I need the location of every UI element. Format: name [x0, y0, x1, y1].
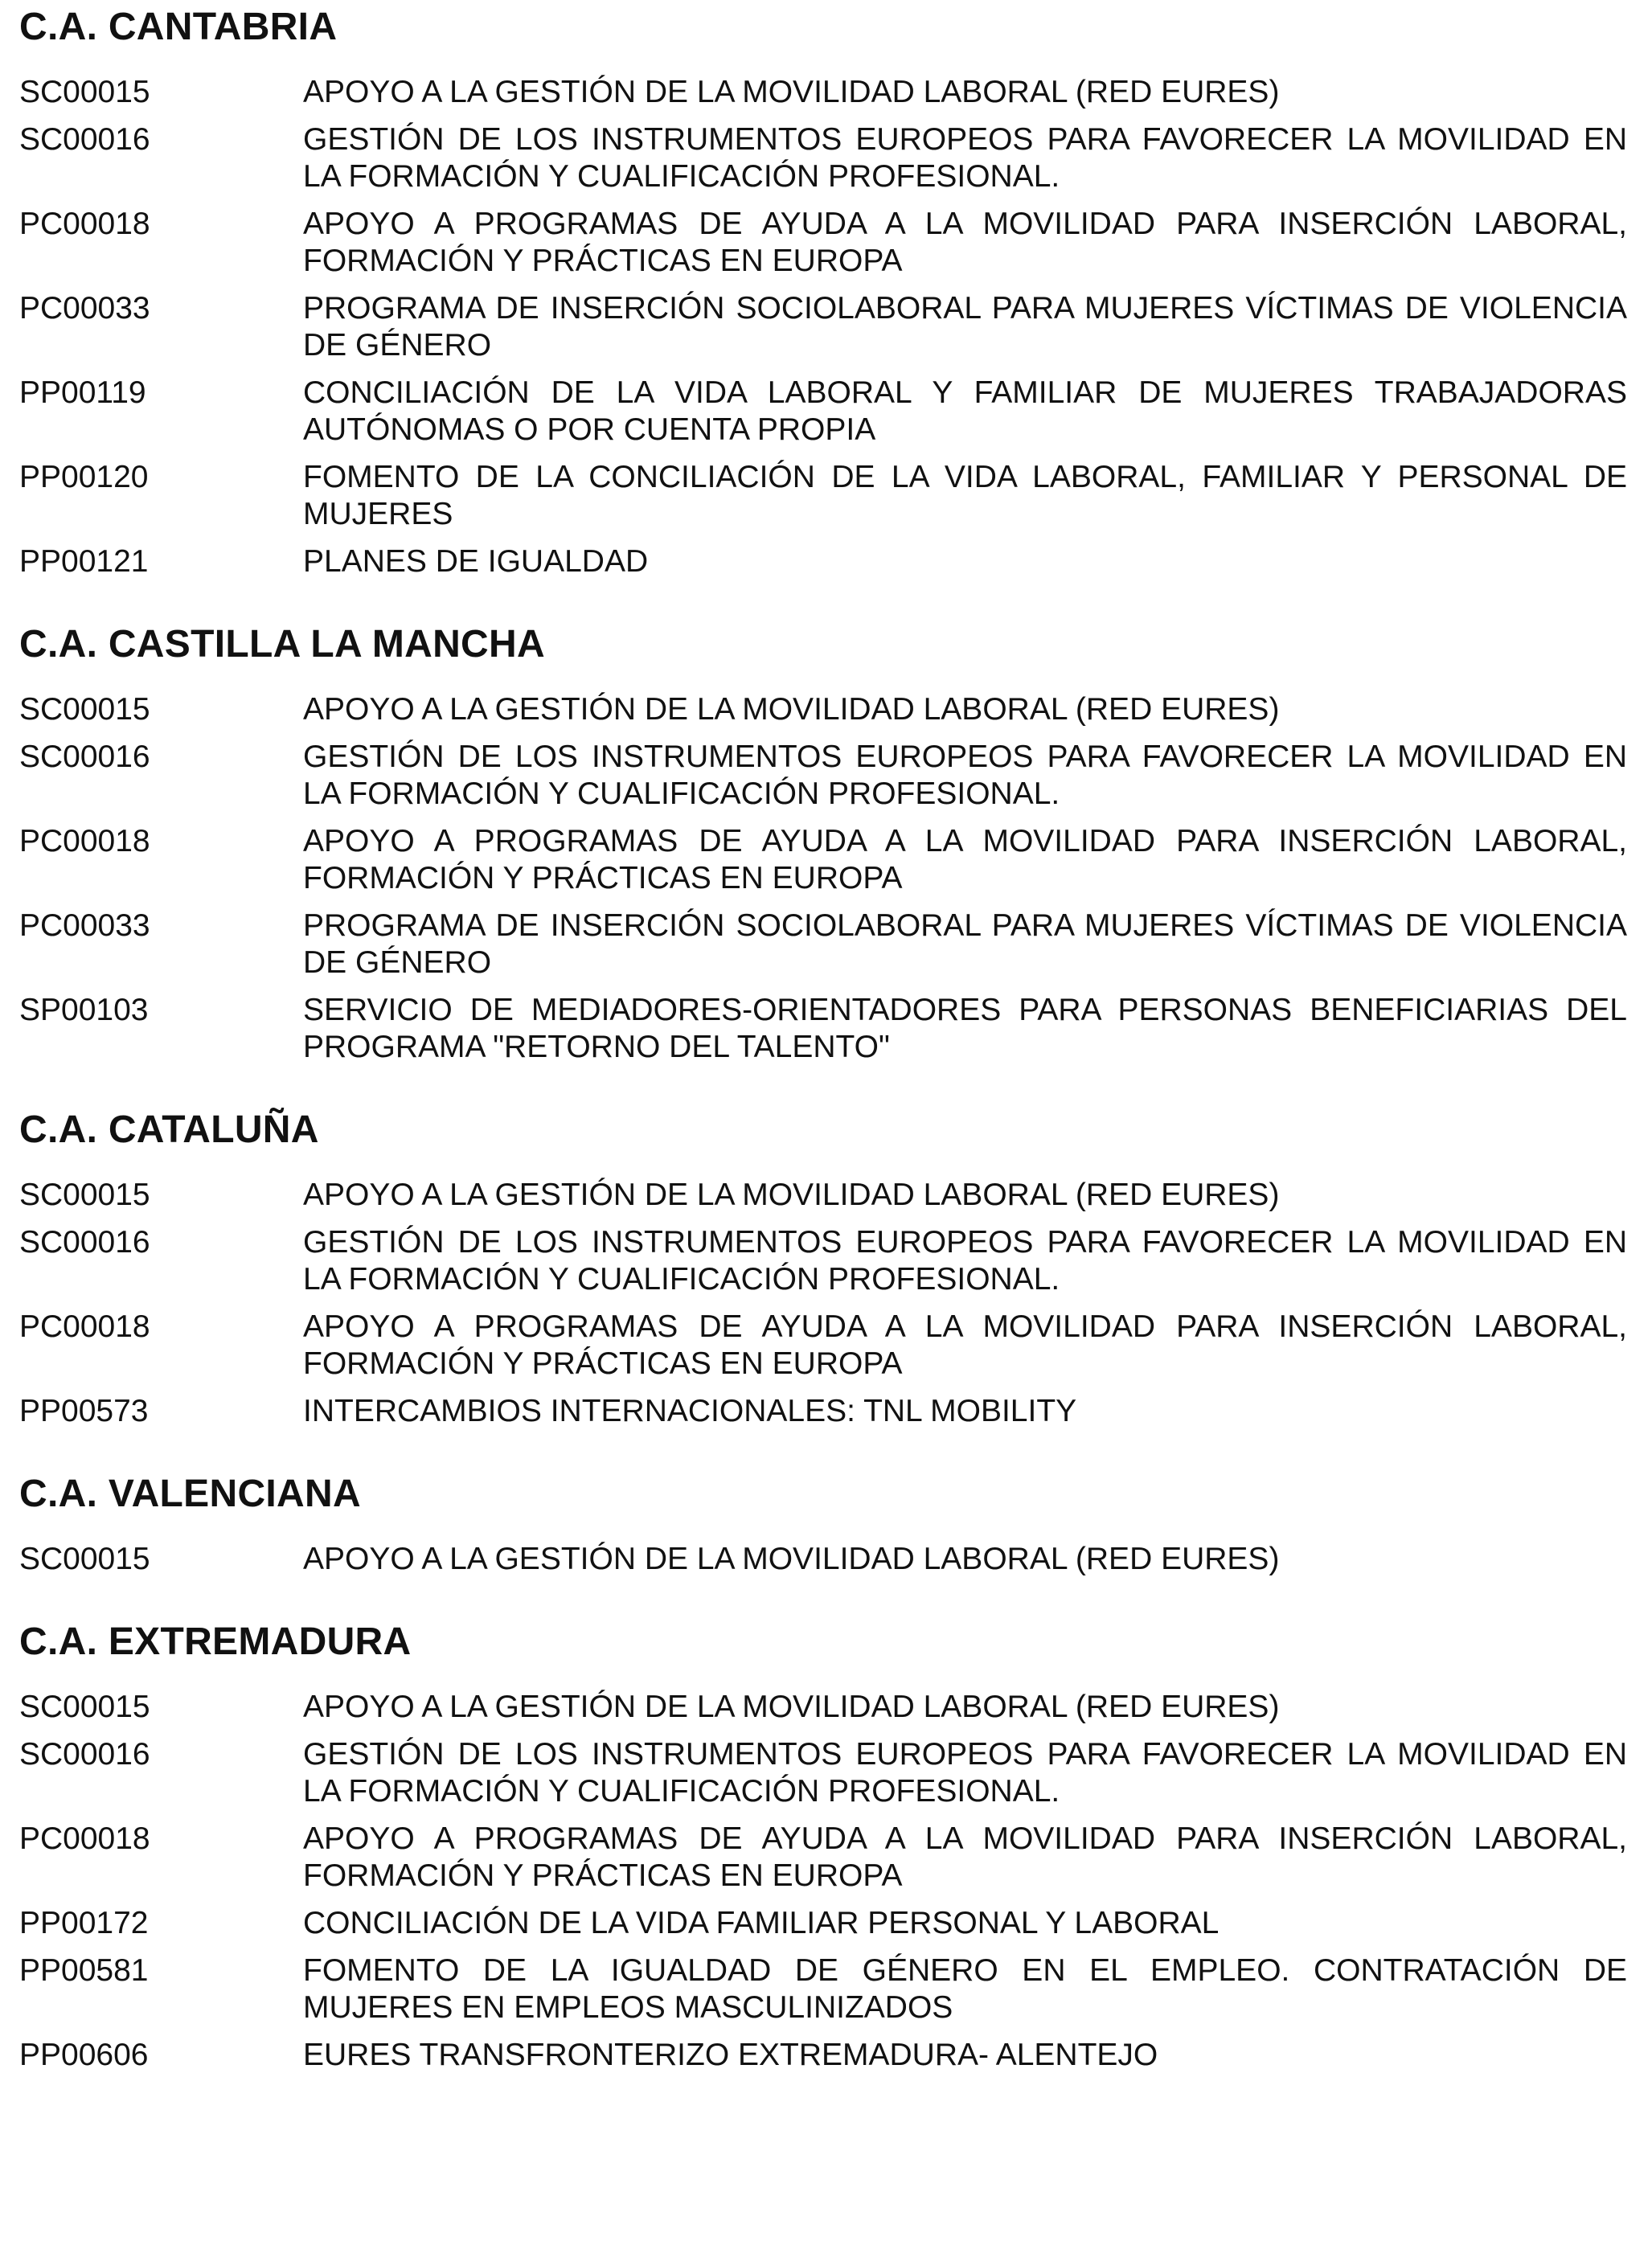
- program-description: PROGRAMA DE INSERCIÓN SOCIOLABORAL PARA MUJERES VÍCTIMAS DE VIOLENCIA DE GÉNERO: [303, 291, 1627, 363]
- program-code: SC00015: [19, 692, 150, 727]
- program-code: PP00119: [19, 375, 146, 410]
- program-description: APOYO A PROGRAMAS DE AYUDA A LA MOVILIDAD PARA INSERCIÓN LABORAL, FORMACIÓN Y PRÁCTICAS EN EUROPA: [303, 824, 1627, 895]
- program-code: SP00103: [19, 993, 149, 1027]
- program-description: APOYO A LA GESTIÓN DE LA MOVILIDAD LABORAL (RED EURES): [303, 1178, 1280, 1212]
- program-row: [19, 121, 1627, 195]
- program-list: [19, 1689, 1627, 2074]
- program-list: [19, 74, 1627, 580]
- program-description: PROGRAMA DE INSERCIÓN SOCIOLABORAL PARA MUJERES VÍCTIMAS DE VIOLENCIA DE GÉNERO: [303, 908, 1627, 980]
- program-code: SC00015: [19, 1690, 150, 1724]
- program-description: GESTIÓN DE LOS INSTRUMENTOS EUROPEOS PARA FAVORECER LA MOVILIDAD EN LA FORMACIÓN Y CUALIFICACIÓN PROFESIONAL.: [303, 122, 1627, 194]
- program-description: GESTIÓN DE LOS INSTRUMENTOS EUROPEOS PARA FAVORECER LA MOVILIDAD EN LA FORMACIÓN Y CUALIFICACIÓN PROFESIONAL.: [303, 1225, 1627, 1297]
- program-row: [19, 907, 1627, 981]
- program-row: [19, 992, 1627, 1066]
- program-code: SC00016: [19, 739, 150, 774]
- program-code: PC00018: [19, 1821, 150, 1856]
- program-code: PP00120: [19, 460, 149, 494]
- program-code: SC00016: [19, 122, 150, 157]
- program-row: [19, 1952, 1627, 2026]
- program-list: [19, 1541, 1627, 1578]
- program-row: [19, 2037, 1627, 2074]
- section-extremadura: [19, 1620, 1627, 2074]
- program-description: SERVICIO DE MEDIADORES-ORIENTADORES PARA PERSONAS BENEFICIARIAS DEL PROGRAMA "RETORNO DEL TALENTO": [303, 993, 1627, 1064]
- program-row: [19, 1736, 1627, 1810]
- program-description: APOYO A LA GESTIÓN DE LA MOVILIDAD LABORAL (RED EURES): [303, 692, 1280, 727]
- program-description: GESTIÓN DE LOS INSTRUMENTOS EUROPEOS PARA FAVORECER LA MOVILIDAD EN LA FORMACIÓN Y CUALIFICACIÓN PROFESIONAL.: [303, 739, 1627, 811]
- program-row: [19, 1541, 1627, 1578]
- program-description: INTERCAMBIOS INTERNACIONALES: TNL MOBILITY: [303, 1394, 1077, 1428]
- program-description: EURES TRANSFRONTERIZO EXTREMADURA- ALENTEJO: [303, 2038, 1158, 2072]
- program-description: CONCILIACIÓN DE LA VIDA LABORAL Y FAMILIAR DE MUJERES TRABAJADORAS AUTÓNOMAS O POR CUENTA PROPIA: [303, 375, 1627, 447]
- program-code: PP00573: [19, 1394, 149, 1428]
- program-code: PC00018: [19, 207, 150, 241]
- program-row: [19, 739, 1627, 813]
- program-description: GESTIÓN DE LOS INSTRUMENTOS EUROPEOS PARA FAVORECER LA MOVILIDAD EN LA FORMACIÓN Y CUALIFICACIÓN PROFESIONAL.: [303, 1737, 1627, 1809]
- program-row: [19, 1821, 1627, 1895]
- program-code: PC00018: [19, 824, 150, 858]
- program-code: SC00016: [19, 1737, 150, 1772]
- program-row: [19, 691, 1627, 728]
- section-title: C.A. CATALUÑA: [19, 1108, 319, 1151]
- program-row: [19, 1905, 1627, 1942]
- program-row: [19, 290, 1627, 364]
- program-row: [19, 1393, 1627, 1430]
- program-code: PP00172: [19, 1906, 149, 1940]
- section-title: C.A. CANTABRIA: [19, 6, 338, 48]
- program-row: [19, 74, 1627, 111]
- program-code: PP00606: [19, 2038, 149, 2072]
- program-row: [19, 375, 1627, 449]
- program-code: PC00018: [19, 1309, 150, 1344]
- section-title: C.A. VALENCIANA: [19, 1473, 361, 1515]
- document-page: [19, 0, 1627, 2074]
- program-description: APOYO A PROGRAMAS DE AYUDA A LA MOVILIDAD PARA INSERCIÓN LABORAL, FORMACIÓN Y PRÁCTICAS EN EUROPA: [303, 1821, 1627, 1893]
- program-code: PC00033: [19, 291, 150, 326]
- section-valenciana: [19, 1472, 1627, 1578]
- program-row: [19, 823, 1627, 897]
- program-row: [19, 543, 1627, 580]
- section-title: C.A. EXTREMADURA: [19, 1620, 412, 1663]
- section-title: C.A. CASTILLA LA MANCHA: [19, 623, 545, 666]
- section-castilla-la-mancha: [19, 622, 1627, 1066]
- program-row: [19, 206, 1627, 280]
- program-code: SC00015: [19, 1542, 150, 1576]
- program-list: [19, 1177, 1627, 1430]
- program-code: PP00121: [19, 544, 149, 579]
- program-description: APOYO A LA GESTIÓN DE LA MOVILIDAD LABORAL (RED EURES): [303, 1690, 1280, 1724]
- program-row: [19, 1177, 1627, 1214]
- program-row: [19, 1309, 1627, 1383]
- program-code: SC00015: [19, 1178, 150, 1212]
- program-description: APOYO A LA GESTIÓN DE LA MOVILIDAD LABORAL (RED EURES): [303, 1542, 1280, 1576]
- program-row: [19, 1689, 1627, 1726]
- program-description: APOYO A PROGRAMAS DE AYUDA A LA MOVILIDAD PARA INSERCIÓN LABORAL, FORMACIÓN Y PRÁCTICAS EN EUROPA: [303, 1309, 1627, 1381]
- program-code: SC00016: [19, 1225, 150, 1260]
- section-cataluna: [19, 1108, 1627, 1430]
- program-code: SC00015: [19, 75, 150, 109]
- program-description: PLANES DE IGUALDAD: [303, 544, 649, 579]
- program-row: [19, 459, 1627, 533]
- program-description: APOYO A LA GESTIÓN DE LA MOVILIDAD LABORAL (RED EURES): [303, 75, 1280, 109]
- program-row: [19, 1224, 1627, 1298]
- program-code: PC00033: [19, 908, 150, 943]
- program-code: PP00581: [19, 1953, 149, 1988]
- program-description: FOMENTO DE LA CONCILIACIÓN DE LA VIDA LABORAL, FAMILIAR Y PERSONAL DE MUJERES: [303, 460, 1627, 531]
- program-description: CONCILIACIÓN DE LA VIDA FAMILIAR PERSONAL Y LABORAL: [303, 1906, 1220, 1940]
- program-description: APOYO A PROGRAMAS DE AYUDA A LA MOVILIDAD PARA INSERCIÓN LABORAL, FORMACIÓN Y PRÁCTICAS EN EUROPA: [303, 207, 1627, 278]
- program-list: [19, 691, 1627, 1066]
- section-cantabria: [19, 5, 1627, 580]
- program-description: FOMENTO DE LA IGUALDAD DE GÉNERO EN EL EMPLEO. CONTRATACIÓN DE MUJERES EN EMPLEOS MASCULINIZADOS: [303, 1953, 1627, 2025]
